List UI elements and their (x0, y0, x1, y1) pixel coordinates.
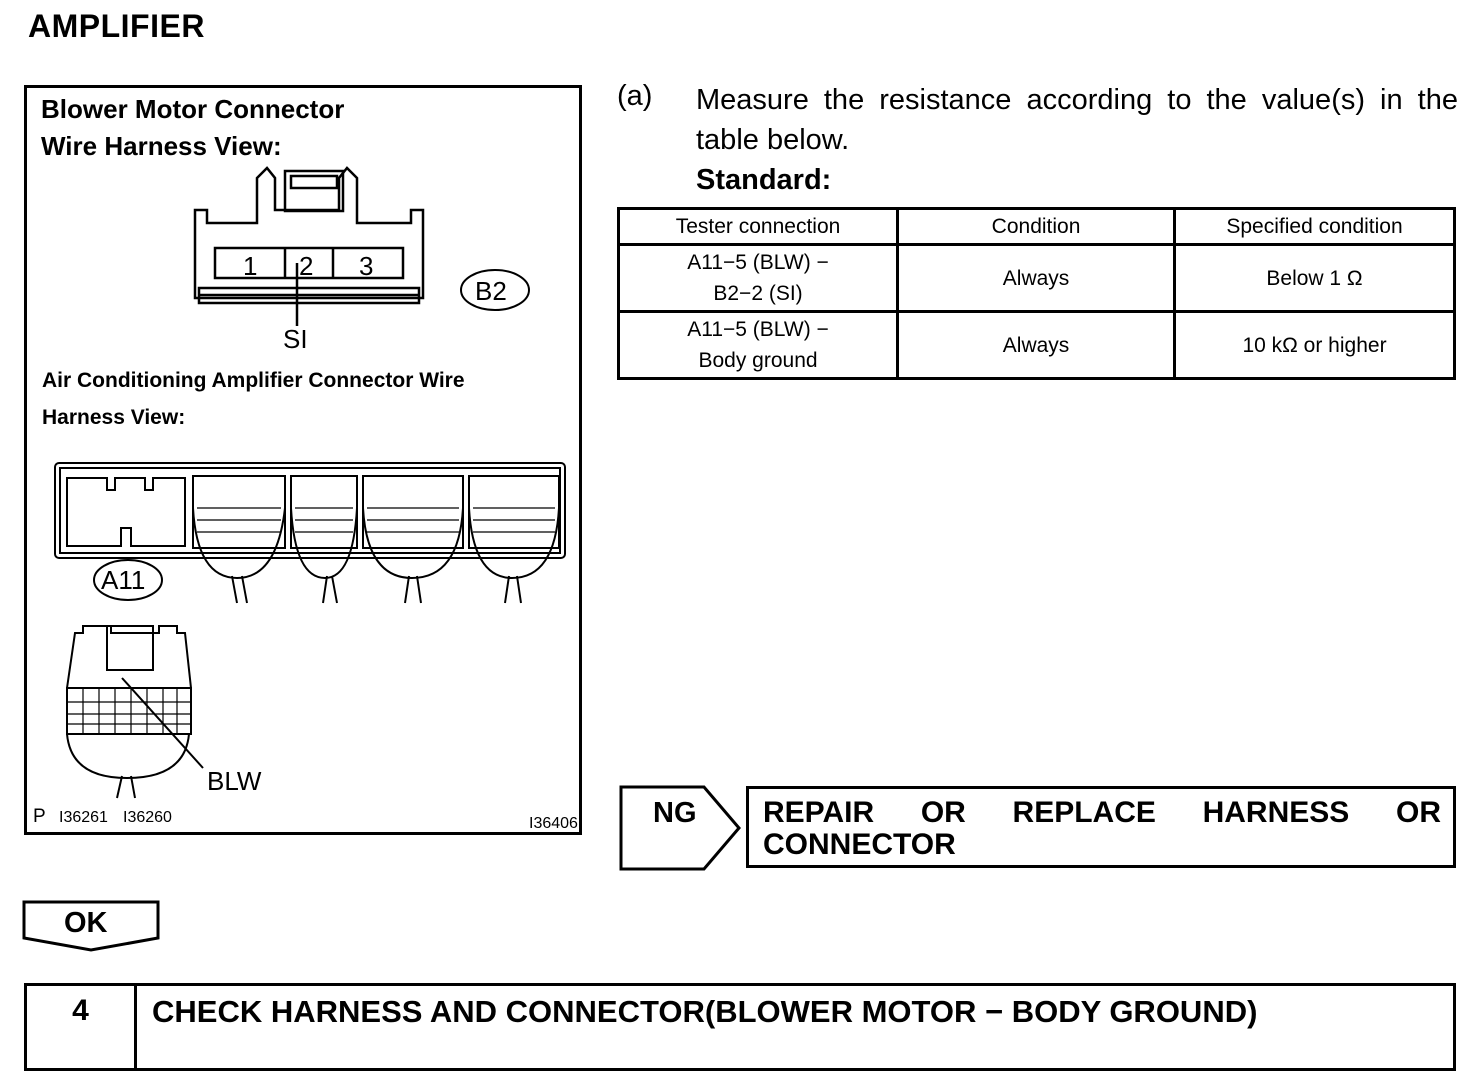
blower-connector-drawing (195, 168, 423, 326)
specification-table (617, 207, 1456, 380)
figure-code-1: I36261 (59, 809, 108, 826)
figure-code-p: P (33, 806, 46, 827)
table-row (619, 312, 1455, 379)
standard-label: Standard: (696, 164, 832, 196)
figure-code-3: I36406 (529, 815, 578, 832)
check-step-title: CHECK HARNESS AND CONNECTOR(BLOWER MOTOR − BODY GROUND) (152, 994, 1258, 1029)
step-text-line1: Measure the resistance according to the value(s) in the (696, 84, 1458, 116)
amplifier-connector-label-1: Air Conditioning Amplifier Connector Wire (42, 369, 465, 392)
specified-condition-cell: Below 1 Ω (1175, 245, 1455, 312)
specified-condition-cell: 10 kΩ or higher (1175, 312, 1455, 379)
amplifier-connector-label-2: Harness View: (42, 406, 186, 429)
ng-action-box (746, 786, 1456, 868)
condition-cell: Always (898, 312, 1175, 379)
step-text-line2: table below. (696, 124, 850, 156)
tester-connection-cell (619, 245, 898, 312)
ng-label: NG (653, 797, 697, 829)
pin-3-label: 3 (359, 251, 374, 281)
header-specified-condition: Specified condition (1175, 209, 1455, 245)
table-row (619, 245, 1455, 312)
connector-b2-label: B2 (475, 276, 507, 306)
blw-wire-label: BLW (207, 766, 262, 796)
connector-a11-label: A11 (101, 565, 146, 595)
ok-label: OK (64, 907, 108, 939)
table-header-row (619, 209, 1455, 245)
header-tester-connection: Tester connection (619, 209, 898, 245)
tester-connection-line2: Body ground (698, 349, 818, 372)
tester-connection-cell (619, 312, 898, 379)
connector-drawings (27, 88, 579, 832)
blower-connector-label-1: Blower Motor Connector (41, 94, 345, 124)
section-title: AMPLIFIER (28, 8, 205, 44)
blower-connector-label-2: Wire Harness View: (41, 131, 282, 161)
tester-connection-line1: A11−5 (BLW) − (687, 318, 829, 341)
check-step-number: 4 (27, 986, 137, 1068)
pin-1-label: 1 (243, 251, 258, 281)
figure-code-2: I36260 (123, 809, 172, 826)
tester-connection-line2: B2−2 (SI) (713, 282, 803, 305)
connector-figure (24, 85, 582, 835)
step-marker: (a) (617, 80, 653, 112)
si-pin-label: SI (283, 324, 308, 354)
header-condition: Condition (898, 209, 1175, 245)
check-step-box (24, 983, 1456, 1071)
pin-2-label: 2 (299, 251, 314, 281)
ng-action-text: REPAIR OR REPLACE HARNESS OR CONNECTOR (763, 796, 1441, 861)
condition-cell: Always (898, 245, 1175, 312)
tester-connection-line1: A11−5 (BLW) − (687, 251, 829, 274)
a11-detail-drawing (67, 626, 203, 798)
